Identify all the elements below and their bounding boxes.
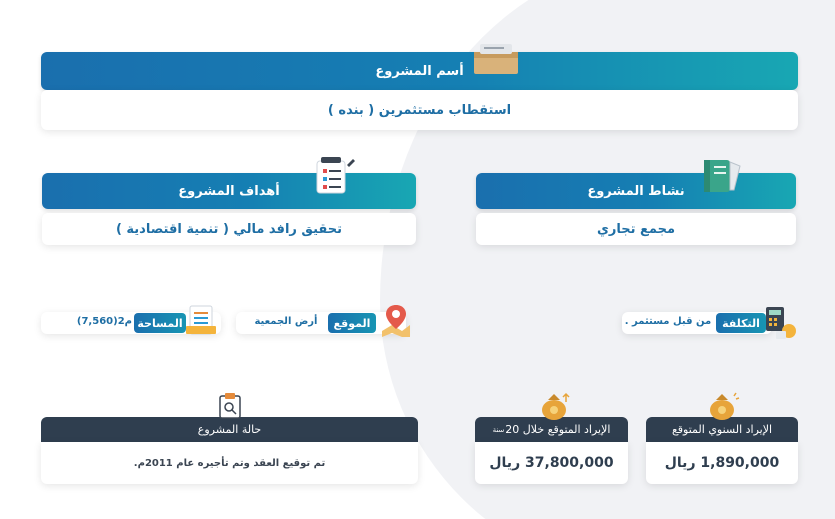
project-name-header (41, 52, 798, 90)
project-status-label: حالة المشروع (197, 423, 262, 436)
revenue-annual-value: 1,890,000 ريال (664, 455, 780, 471)
project-goals-header (42, 173, 416, 209)
revenue-20y-label: الإيراد المتوقع خلال 20 (505, 423, 611, 436)
location-value: أرض الجمعية (254, 316, 318, 327)
revenue-annual-card (646, 442, 798, 484)
project-name-label: أسم المشروع (375, 63, 464, 79)
money-bag-icon (706, 390, 742, 424)
revenue-20y-value: 37,800,000 ريال (489, 455, 614, 471)
map-pin-icon (378, 303, 414, 343)
calculator-icon (762, 305, 798, 345)
clipboard-icon (216, 392, 244, 424)
cost-value: من قبل مستثمر . (624, 316, 712, 327)
project-activity-card (476, 213, 796, 245)
revenue-20y-card (475, 442, 628, 484)
revenue-annual-label: الإيراد السنوي المتوقع (671, 423, 773, 436)
project-goals-label: أهداف المشروع (178, 183, 280, 199)
project-goals-value: تحقيق رافد مالي ( تنمية اقتصادية ) (115, 221, 343, 237)
project-name-card (41, 90, 798, 130)
area-value: (7,560)م2 (76, 316, 132, 327)
cost-label: التكلفة (716, 313, 766, 333)
area-label: المساحة (134, 313, 186, 333)
location-label: الموقع (328, 313, 376, 333)
project-activity-header (476, 173, 796, 209)
document-icon (184, 304, 220, 342)
project-name-value: استقطاب مستثمرين ( بنده ) (327, 102, 512, 118)
box-icon (472, 42, 520, 80)
notebook-icon (700, 156, 744, 200)
checklist-icon (313, 155, 355, 199)
project-status-card (41, 442, 418, 484)
money-bag-icon (538, 390, 574, 424)
revenue-20y-unit: سنة (492, 425, 505, 434)
project-activity-value: مجمع تجاري (596, 221, 676, 237)
project-status-value: تم توقيع العقد وتم تأجيره عام 2011م. (133, 457, 326, 469)
project-activity-label: نشاط المشروع (587, 183, 685, 199)
project-goals-card (42, 213, 416, 245)
